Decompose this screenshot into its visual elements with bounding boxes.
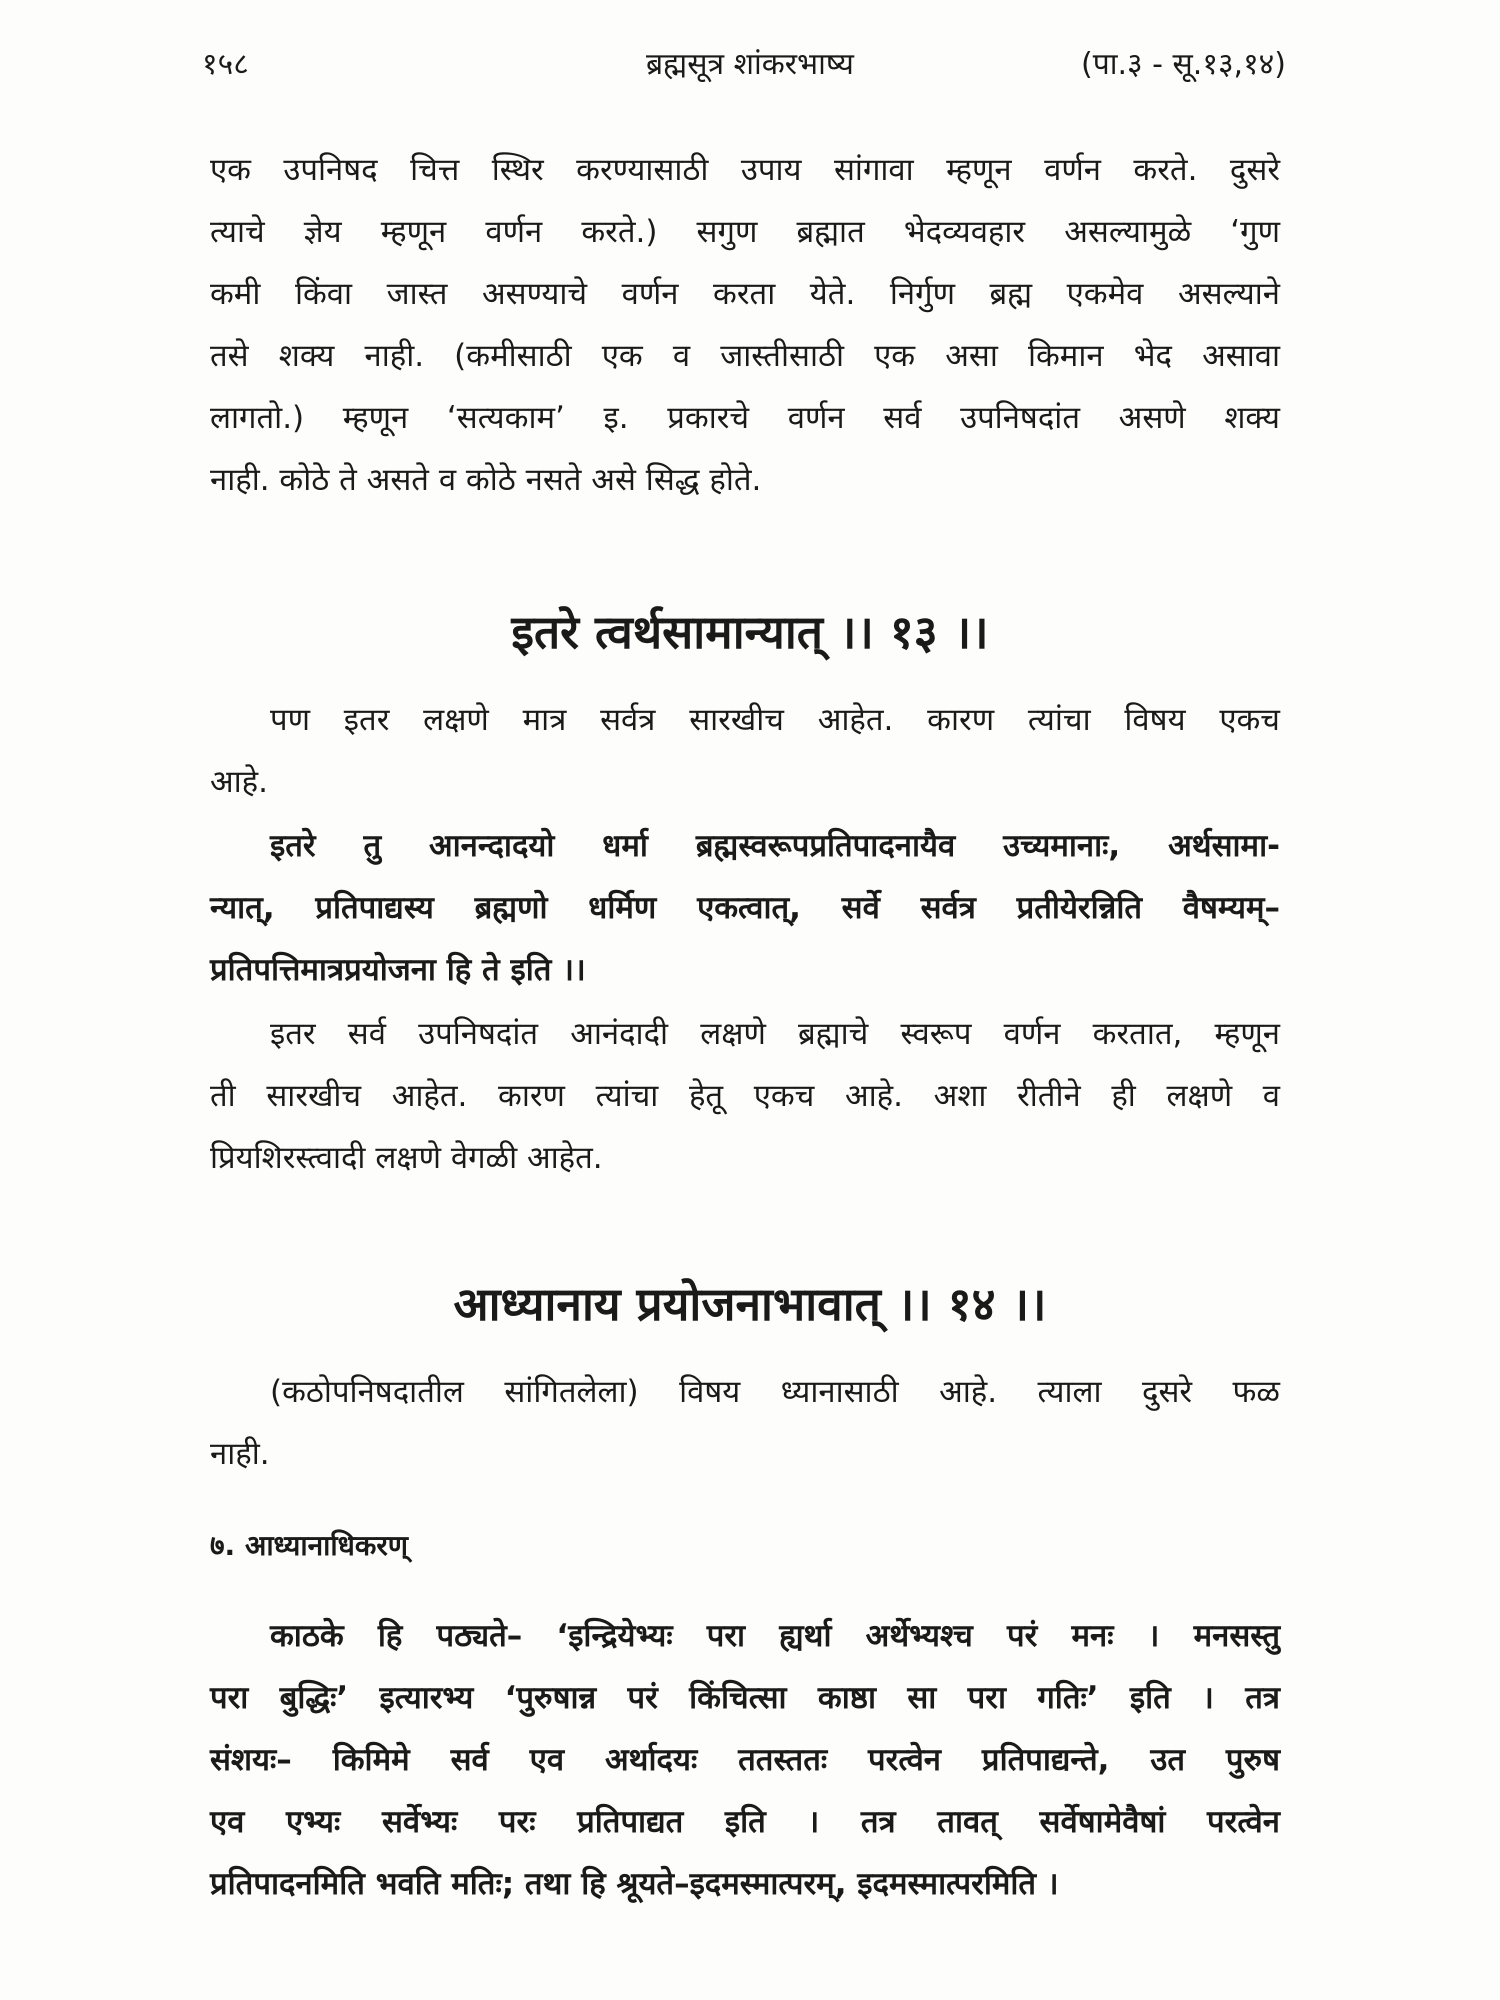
sanskrit-line: न्यात्, प्रतिपाद्यस्य ब्रह्मणो धर्मिण एकत्वात्, सर्वे सर्वत्र प्रतीयेरन्निति वैषम्यम्– — [210, 890, 1280, 926]
paragraph-line: नाही. कोठे ते असते व कोठे नसते असे सिद्ध होते. — [210, 462, 762, 498]
paragraph-line: पण इतर लक्षणे मात्र सर्वत्र सारखीच आहेत. कारण त्यांचा विषय एकच — [270, 702, 1280, 738]
paragraph-line: प्रियशिरस्त्वादी लक्षणे वेगळी आहेत. — [210, 1140, 603, 1176]
paragraph-line: नाही. — [210, 1436, 270, 1472]
sutra-14-heading: आध्यानाय प्रयोजनाभावात् ।। १४ ।। — [453, 1277, 1047, 1331]
paragraph-line: आहे. — [210, 764, 268, 800]
sanskrit-line: इतरे तु आनन्दादयो धर्मा ब्रह्मस्वरूपप्रतिपादनायैव उच्यमानाः, अर्थसामा- — [270, 828, 1280, 864]
sanskrit-line: प्रतिपत्तिमात्रप्रयोजना हि ते इति ।। — [210, 952, 586, 988]
sanskrit-line: संशयः– किमिमे सर्व एव अर्थादयः ततस्ततः परत्वेन प्रतिपाद्यन्ते, उत पुरुष — [210, 1742, 1280, 1778]
paragraph-line: (कठोपनिषदातील सांगितलेला) विषय ध्यानासाठी आहे. त्याला दुसरे फळ — [270, 1374, 1280, 1410]
sanskrit-line: काठके हि पठ्यते– ‘इन्द्रियेभ्यः परा ह्यर्था अर्थेभ्यश्च परं मनः । मनसस्तु — [270, 1618, 1280, 1654]
running-title: ब्रह्मसूत्र शांकरभाष्य — [646, 47, 854, 82]
paragraph-line: त्याचे ज्ञेय म्हणून वर्णन करते.) सगुण ब्रह्मात भेदव्यवहार असल्यामुळे ‘गुण — [210, 214, 1280, 250]
sanskrit-line: एव एभ्यः सर्वेभ्यः परः प्रतिपाद्यत इति । तत्र तावत् सर्वेषामेवैषां परत्वेन — [210, 1804, 1280, 1840]
sanskrit-line: परा बुद्धिः’ इत्यारभ्य ‘पुरुषान्न परं किंचित्सा काष्ठा सा परा गतिः’ इति । तत्र — [210, 1680, 1280, 1716]
sutra-reference: (पा.३ - सू.१३,१४) — [1080, 47, 1286, 82]
page-number: १५८ — [202, 47, 249, 82]
paragraph-line: एक उपनिषद चित्त स्थिर करण्यासाठी उपाय सांगावा म्हणून वर्णन करते. दुसरे — [210, 152, 1280, 188]
paragraph-line: तसे शक्य नाही. (कमीसाठी एक व जास्तीसाठी एक असा किमान भेद असावा — [210, 338, 1280, 374]
paragraph-line: लागतो.) म्हणून ‘सत्यकाम’ इ. प्रकारचे वर्णन सर्व उपनिषदांत असणे शक्य — [210, 400, 1280, 436]
paragraph-line: इतर सर्व उपनिषदांत आनंदादी लक्षणे ब्रह्माचे स्वरूप वर्णन करतात, म्हणून — [270, 1016, 1280, 1052]
paragraph-line: कमी किंवा जास्त असण्याचे वर्णन करता येते. निर्गुण ब्रह्म एकमेव असल्याने — [210, 276, 1280, 312]
paragraph-line: ती सारखीच आहेत. कारण त्यांचा हेतू एकच आहे. अशा रीतीने ही लक्षणे व — [210, 1078, 1280, 1114]
sanskrit-line: प्रतिपादनमिति भवति मतिः; तथा हि श्रूयते–इदमस्मात्परम्, इदमस्मात्परमिति । — [210, 1866, 1059, 1902]
section-heading: ७. आध्यानाधिकरण् — [210, 1529, 409, 1562]
sutra-13-heading: इतरे त्वर्थसामान्यात् ।। १३ ।। — [511, 605, 989, 659]
